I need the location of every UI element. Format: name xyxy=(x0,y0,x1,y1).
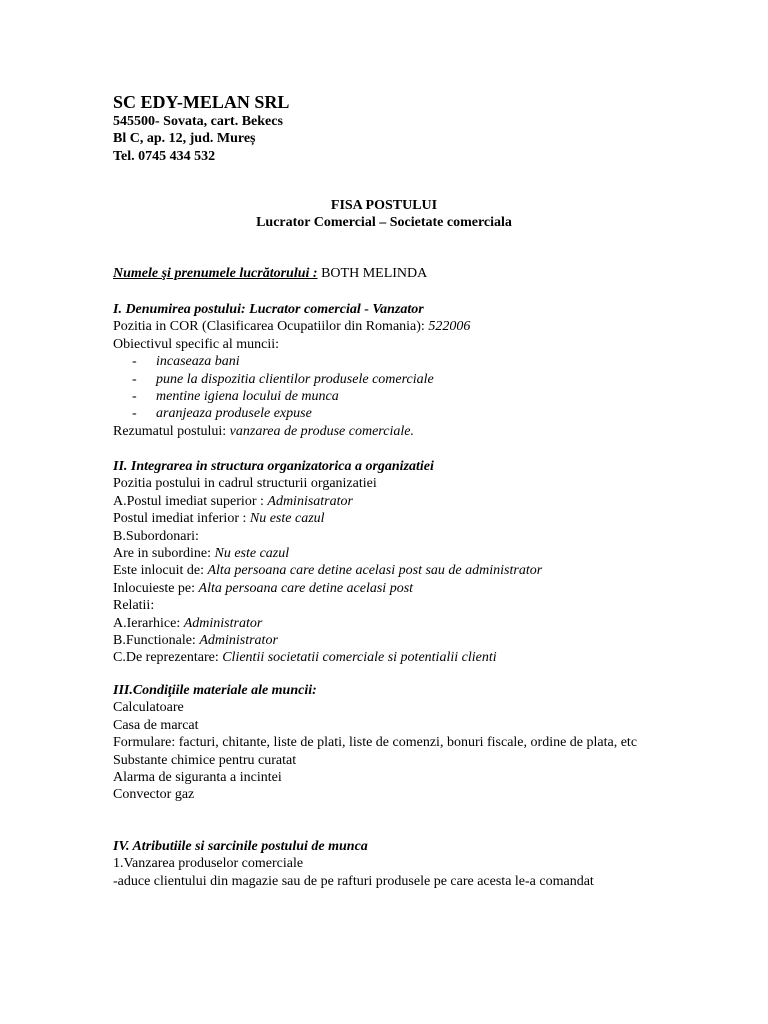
list-item: Casa de marcat xyxy=(113,717,199,733)
list-item: - pune la dispozitia clientilor produsele comerciale xyxy=(132,371,434,387)
list-item: Convector gaz xyxy=(113,787,195,803)
inferior-value: Nu este cazul xyxy=(249,511,325,527)
section-4-heading: IV. Atributiile si sarcinile postului de munca xyxy=(113,839,368,854)
section-4-line: 1.Vanzarea produselor comerciale xyxy=(113,856,304,872)
list-item: - mentine igiena locului de munca xyxy=(132,389,339,405)
list-item: Alarma de siguranta a incintei xyxy=(113,770,282,786)
title-sub: Lucrator Comercial – Societate comerciala xyxy=(256,215,512,231)
cor-value: 522006 xyxy=(428,319,471,335)
employee-line xyxy=(113,265,668,282)
superior-label: A.Postul imediat superior : xyxy=(113,493,268,509)
list-item: Calculatoare xyxy=(113,700,184,716)
section-1-heading: I. Denumirea postului: Lucrator comercial - Vanzator xyxy=(113,302,424,317)
document-title xyxy=(113,197,655,232)
company-address-line2: Bl C, ap. 12, jud. Mureș xyxy=(113,131,256,147)
subordinates-label: Are in subordine: xyxy=(113,546,215,562)
replaces-value: Alta persoana care detine acelasi post xyxy=(198,580,414,596)
objective-label: Obiectivul specific al muncii: xyxy=(113,336,280,352)
representation-value: Clientii societatii comerciale si potentialii clienti xyxy=(222,650,497,666)
list-item: - incaseaza bani xyxy=(132,354,240,370)
replaced-by-value: Alta persoana care detine acelasi post sau de administrator xyxy=(207,563,543,579)
subordinates-value: Nu este cazul xyxy=(214,546,290,562)
section-2-line: Pozitia postului in cadrul structurii organizatiei xyxy=(113,476,377,492)
representation-label: C.De reprezentare: xyxy=(113,650,223,666)
list-item: Formulare: facturi, chitante, liste de plati, liste de comenzi, bonuri fiscale, ordine de plata, etc xyxy=(113,735,638,751)
company-header xyxy=(113,92,668,165)
inferior-label: Postul imediat inferior : xyxy=(113,511,250,527)
summary-value: vanzarea de produse comerciale. xyxy=(229,423,414,439)
functional-label: B.Functionale: xyxy=(113,633,200,649)
section-3 xyxy=(113,682,668,804)
employee-label: Numele şi prenumele lucrătorului : xyxy=(113,266,318,281)
hierarchical-value: Administrator xyxy=(183,615,263,631)
functional-value: Administrator xyxy=(199,633,278,649)
section-3-heading: III.Condiţiile materiale ale muncii: xyxy=(113,683,317,698)
list-item: Substante chimice pentru curatat xyxy=(113,752,297,768)
title-main: FISA POSTULUI xyxy=(330,198,438,213)
company-name: SC EDY-MELAN SRL xyxy=(113,92,290,112)
company-phone: Tel. 0745 434 532 xyxy=(113,148,216,164)
list-item: - aranjeaza produsele expuse xyxy=(132,406,312,422)
summary-label: Rezumatul postului: xyxy=(113,423,230,439)
section-4-line: -aduce clientului din magazie sau de pe rafturi produsele pe care acesta le-a comandat xyxy=(113,873,594,889)
cor-label: Pozitia in COR (Clasificarea Ocupatiilor din Romania): xyxy=(113,319,429,335)
relations-label: Relatii: xyxy=(113,598,155,614)
company-address-line1: 545500- Sovata, cart. Bekecs xyxy=(113,114,283,129)
replaces-label: Inlocuieste pe: xyxy=(113,580,199,596)
hierarchical-label: A.Ierarhice: xyxy=(113,615,184,631)
subordonari-label: B.Subordonari: xyxy=(113,528,199,544)
employee-name: BOTH MELINDA xyxy=(317,266,428,281)
section-1 xyxy=(113,301,668,440)
superior-value: Adminisatrator xyxy=(267,493,353,509)
section-4 xyxy=(113,838,678,890)
section-2 xyxy=(113,458,668,667)
section-2-heading: II. Integrarea in structura organizatorica a organizatiei xyxy=(113,459,434,474)
replaced-by-label: Este inlocuit de: xyxy=(113,563,208,579)
